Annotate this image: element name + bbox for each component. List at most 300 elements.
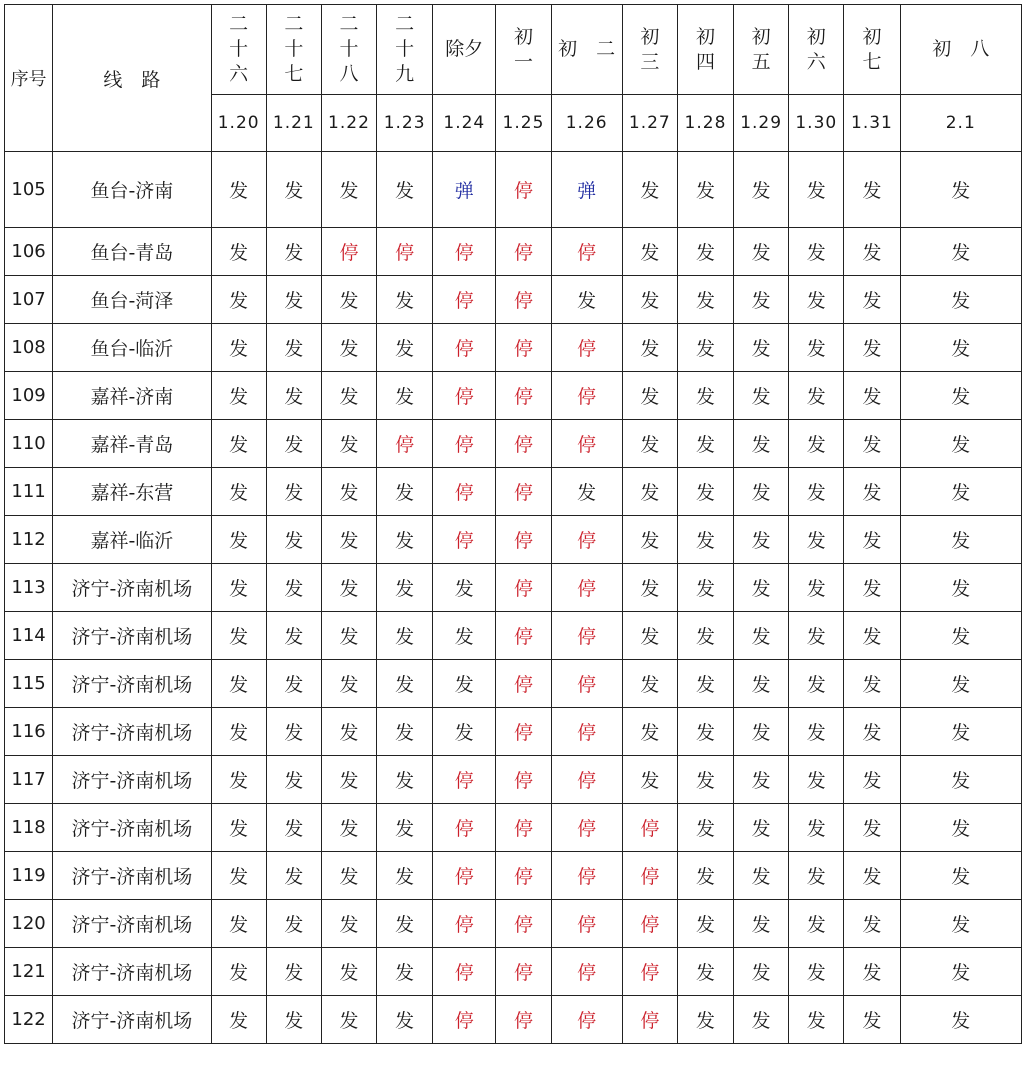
route-cell: 济宁-济南机场 bbox=[53, 660, 211, 708]
status-cell: 发 bbox=[321, 708, 376, 756]
lunar-day-char: 七 bbox=[284, 63, 304, 85]
lunar-day-char: 五 bbox=[751, 50, 771, 73]
status-cell: 发 bbox=[734, 516, 789, 564]
status-cell: 发 bbox=[377, 948, 433, 996]
status-cell: 停 bbox=[496, 660, 551, 708]
status-cell: 发 bbox=[211, 804, 266, 852]
status-cell: 发 bbox=[321, 756, 376, 804]
status-cell: 发 bbox=[377, 612, 433, 660]
status-cell: 发 bbox=[900, 804, 1021, 852]
status-cell: 停 bbox=[496, 996, 551, 1044]
status-cell: 发 bbox=[677, 996, 733, 1044]
status-cell: 发 bbox=[844, 756, 900, 804]
status-cell: 发 bbox=[321, 900, 376, 948]
header-row-lunar bbox=[5, 5, 1022, 95]
route-cell: 济宁-济南机场 bbox=[53, 756, 211, 804]
status-cell: 发 bbox=[844, 996, 900, 1044]
table-row bbox=[5, 420, 1022, 468]
status-cell: 发 bbox=[844, 804, 900, 852]
route-cell: 济宁-济南机场 bbox=[53, 996, 211, 1044]
status-cell: 发 bbox=[789, 900, 844, 948]
status-cell: 发 bbox=[789, 612, 844, 660]
status-cell: 发 bbox=[211, 516, 266, 564]
status-cell: 发 bbox=[734, 468, 789, 516]
status-cell: 发 bbox=[734, 804, 789, 852]
status-cell: 发 bbox=[734, 996, 789, 1044]
lunar-day-header bbox=[211, 5, 266, 95]
status-cell: 停 bbox=[496, 516, 551, 564]
status-cell: 发 bbox=[844, 152, 900, 228]
status-cell: 停 bbox=[551, 228, 622, 276]
date-header: 1.27 bbox=[622, 95, 677, 152]
status-cell: 发 bbox=[789, 420, 844, 468]
status-cell: 发 bbox=[734, 900, 789, 948]
status-cell: 发 bbox=[844, 372, 900, 420]
status-cell: 停 bbox=[433, 420, 496, 468]
status-cell: 发 bbox=[321, 996, 376, 1044]
status-cell: 发 bbox=[551, 468, 622, 516]
table-row bbox=[5, 948, 1022, 996]
lunar-day-char: 三 bbox=[640, 50, 660, 73]
status-cell: 发 bbox=[844, 468, 900, 516]
table-row bbox=[5, 612, 1022, 660]
status-cell: 停 bbox=[551, 852, 622, 900]
status-cell: 发 bbox=[377, 708, 433, 756]
seq-cell: 122 bbox=[5, 996, 53, 1044]
status-cell: 发 bbox=[622, 372, 677, 420]
status-cell: 发 bbox=[266, 372, 321, 420]
seq-cell: 106 bbox=[5, 228, 53, 276]
status-cell: 发 bbox=[266, 228, 321, 276]
status-cell: 发 bbox=[622, 152, 677, 228]
status-cell: 发 bbox=[844, 420, 900, 468]
status-cell: 发 bbox=[789, 804, 844, 852]
status-cell: 停 bbox=[551, 420, 622, 468]
seq-cell: 110 bbox=[5, 420, 53, 468]
status-cell: 发 bbox=[900, 152, 1021, 228]
status-cell: 发 bbox=[734, 372, 789, 420]
status-cell: 发 bbox=[266, 708, 321, 756]
lunar-day-header bbox=[433, 5, 496, 95]
status-cell: 停 bbox=[496, 852, 551, 900]
status-cell: 发 bbox=[211, 420, 266, 468]
status-cell: 发 bbox=[551, 276, 622, 324]
route-cell: 嘉祥-青岛 bbox=[53, 420, 211, 468]
seq-cell: 118 bbox=[5, 804, 53, 852]
date-header: 1.31 bbox=[844, 95, 900, 152]
table-row bbox=[5, 708, 1022, 756]
table-row bbox=[5, 852, 1022, 900]
status-cell: 停 bbox=[433, 276, 496, 324]
table-row bbox=[5, 516, 1022, 564]
status-cell: 发 bbox=[900, 468, 1021, 516]
status-cell: 发 bbox=[321, 852, 376, 900]
status-cell: 发 bbox=[377, 756, 433, 804]
status-cell: 发 bbox=[321, 516, 376, 564]
status-cell: 发 bbox=[789, 228, 844, 276]
table-row bbox=[5, 564, 1022, 612]
status-cell: 发 bbox=[266, 756, 321, 804]
status-cell: 停 bbox=[496, 900, 551, 948]
lunar-day-header bbox=[734, 5, 789, 95]
status-cell: 发 bbox=[900, 708, 1021, 756]
status-cell: 发 bbox=[900, 900, 1021, 948]
status-cell: 发 bbox=[211, 852, 266, 900]
seq-cell: 119 bbox=[5, 852, 53, 900]
status-cell: 发 bbox=[844, 324, 900, 372]
lunar-day-char: 初 八 bbox=[932, 38, 990, 60]
status-cell: 发 bbox=[677, 756, 733, 804]
lunar-day-char: 初 bbox=[862, 25, 882, 48]
lunar-day-char: 十 bbox=[284, 38, 304, 60]
status-cell: 发 bbox=[321, 612, 376, 660]
status-cell: 停 bbox=[496, 804, 551, 852]
status-cell: 发 bbox=[900, 996, 1021, 1044]
lunar-day-char: 一 bbox=[513, 50, 533, 73]
table-row bbox=[5, 152, 1022, 228]
status-cell: 停 bbox=[551, 612, 622, 660]
lunar-day-char: 十 bbox=[395, 38, 415, 60]
date-header: 1.30 bbox=[789, 95, 844, 152]
table-row bbox=[5, 996, 1022, 1044]
status-cell: 发 bbox=[734, 708, 789, 756]
status-cell: 发 bbox=[734, 612, 789, 660]
status-cell: 停 bbox=[551, 660, 622, 708]
status-cell: 发 bbox=[900, 516, 1021, 564]
lunar-day-header bbox=[551, 5, 622, 95]
status-cell: 发 bbox=[734, 852, 789, 900]
status-cell: 停 bbox=[622, 804, 677, 852]
status-cell: 发 bbox=[677, 612, 733, 660]
status-cell: 发 bbox=[266, 276, 321, 324]
status-cell: 发 bbox=[677, 708, 733, 756]
status-cell: 发 bbox=[734, 420, 789, 468]
seq-cell: 112 bbox=[5, 516, 53, 564]
lunar-day-char: 二 bbox=[284, 13, 304, 35]
status-cell: 发 bbox=[211, 152, 266, 228]
status-cell: 发 bbox=[266, 660, 321, 708]
status-cell: 发 bbox=[622, 420, 677, 468]
status-cell: 发 bbox=[900, 324, 1021, 372]
status-cell: 发 bbox=[266, 804, 321, 852]
status-cell: 发 bbox=[377, 564, 433, 612]
route-cell: 鱼台-青岛 bbox=[53, 228, 211, 276]
status-cell: 发 bbox=[433, 708, 496, 756]
status-cell: 停 bbox=[551, 900, 622, 948]
status-cell: 发 bbox=[433, 660, 496, 708]
status-cell: 发 bbox=[377, 372, 433, 420]
status-cell: 发 bbox=[266, 612, 321, 660]
status-cell: 停 bbox=[433, 228, 496, 276]
lunar-day-header bbox=[900, 5, 1021, 95]
date-header: 1.23 bbox=[377, 95, 433, 152]
route-cell: 济宁-济南机场 bbox=[53, 804, 211, 852]
seq-cell: 111 bbox=[5, 468, 53, 516]
status-cell: 发 bbox=[266, 152, 321, 228]
schedule-table bbox=[4, 4, 1022, 1044]
status-cell: 发 bbox=[900, 420, 1021, 468]
status-cell: 停 bbox=[496, 468, 551, 516]
status-cell: 发 bbox=[789, 948, 844, 996]
status-cell: 发 bbox=[622, 276, 677, 324]
status-cell: 发 bbox=[677, 804, 733, 852]
status-cell: 发 bbox=[321, 948, 376, 996]
status-cell: 发 bbox=[321, 152, 376, 228]
status-cell: 停 bbox=[551, 756, 622, 804]
status-cell: 停 bbox=[551, 804, 622, 852]
seq-cell: 108 bbox=[5, 324, 53, 372]
lunar-day-char: 七 bbox=[862, 50, 882, 73]
status-cell: 发 bbox=[377, 660, 433, 708]
seq-cell: 105 bbox=[5, 152, 53, 228]
route-cell: 济宁-济南机场 bbox=[53, 900, 211, 948]
status-cell: 发 bbox=[900, 756, 1021, 804]
seq-cell: 116 bbox=[5, 708, 53, 756]
status-cell: 停 bbox=[551, 324, 622, 372]
status-cell: 发 bbox=[789, 468, 844, 516]
lunar-day-char: 二 bbox=[339, 13, 359, 35]
lunar-day-char: 九 bbox=[395, 63, 415, 85]
status-cell: 发 bbox=[677, 420, 733, 468]
status-cell: 发 bbox=[211, 756, 266, 804]
status-cell: 发 bbox=[622, 756, 677, 804]
status-cell: 停 bbox=[496, 420, 551, 468]
status-cell: 发 bbox=[734, 660, 789, 708]
status-cell: 发 bbox=[900, 612, 1021, 660]
table-row bbox=[5, 324, 1022, 372]
status-cell: 发 bbox=[321, 372, 376, 420]
status-cell: 发 bbox=[789, 708, 844, 756]
lunar-day-header bbox=[321, 5, 376, 95]
status-cell: 停 bbox=[496, 612, 551, 660]
status-cell: 发 bbox=[266, 948, 321, 996]
status-cell: 发 bbox=[321, 660, 376, 708]
lunar-day-char: 十 bbox=[339, 38, 359, 60]
status-cell: 停 bbox=[496, 324, 551, 372]
route-cell: 嘉祥-临沂 bbox=[53, 516, 211, 564]
status-cell: 发 bbox=[622, 468, 677, 516]
status-cell: 发 bbox=[266, 996, 321, 1044]
status-cell: 停 bbox=[433, 804, 496, 852]
route-cell: 济宁-济南机场 bbox=[53, 564, 211, 612]
status-cell: 停 bbox=[377, 228, 433, 276]
status-cell: 发 bbox=[677, 948, 733, 996]
status-cell: 发 bbox=[677, 276, 733, 324]
route-cell: 嘉祥-济南 bbox=[53, 372, 211, 420]
status-cell: 发 bbox=[734, 152, 789, 228]
lunar-day-header bbox=[266, 5, 321, 95]
lunar-day-char: 四 bbox=[695, 50, 715, 73]
status-cell: 停 bbox=[433, 324, 496, 372]
status-cell: 发 bbox=[844, 276, 900, 324]
seq-cell: 109 bbox=[5, 372, 53, 420]
status-cell: 发 bbox=[734, 948, 789, 996]
lunar-day-char: 六 bbox=[229, 63, 249, 85]
status-cell: 发 bbox=[677, 564, 733, 612]
status-cell: 发 bbox=[677, 660, 733, 708]
status-cell: 发 bbox=[677, 468, 733, 516]
status-cell: 停 bbox=[551, 516, 622, 564]
status-cell: 发 bbox=[211, 372, 266, 420]
status-cell: 弹 bbox=[551, 152, 622, 228]
status-cell: 发 bbox=[321, 324, 376, 372]
route-cell: 鱼台-临沂 bbox=[53, 324, 211, 372]
status-cell: 发 bbox=[377, 468, 433, 516]
status-cell: 发 bbox=[266, 420, 321, 468]
status-cell: 发 bbox=[211, 324, 266, 372]
status-cell: 发 bbox=[211, 612, 266, 660]
status-cell: 停 bbox=[496, 228, 551, 276]
status-cell: 发 bbox=[266, 468, 321, 516]
status-cell: 发 bbox=[622, 564, 677, 612]
date-header: 1.29 bbox=[734, 95, 789, 152]
status-cell: 停 bbox=[433, 996, 496, 1044]
route-cell: 嘉祥-东营 bbox=[53, 468, 211, 516]
status-cell: 发 bbox=[377, 996, 433, 1044]
seq-cell: 117 bbox=[5, 756, 53, 804]
lunar-day-char: 二 bbox=[395, 13, 415, 35]
lunar-day-header bbox=[677, 5, 733, 95]
route-cell: 济宁-济南机场 bbox=[53, 708, 211, 756]
lunar-day-char: 初 bbox=[751, 25, 771, 48]
lunar-day-char: 初 bbox=[640, 25, 660, 48]
status-cell: 发 bbox=[211, 708, 266, 756]
lunar-day-char: 初 二 bbox=[558, 38, 616, 60]
status-cell: 发 bbox=[789, 324, 844, 372]
date-header: 1.25 bbox=[496, 95, 551, 152]
status-cell: 发 bbox=[321, 420, 376, 468]
status-cell: 发 bbox=[211, 996, 266, 1044]
status-cell: 发 bbox=[677, 372, 733, 420]
status-cell: 发 bbox=[900, 372, 1021, 420]
status-cell: 停 bbox=[377, 420, 433, 468]
status-cell: 停 bbox=[433, 516, 496, 564]
status-cell: 发 bbox=[844, 612, 900, 660]
status-cell: 发 bbox=[321, 468, 376, 516]
status-cell: 发 bbox=[433, 564, 496, 612]
status-cell: 发 bbox=[844, 900, 900, 948]
status-cell: 发 bbox=[900, 228, 1021, 276]
status-cell: 停 bbox=[551, 996, 622, 1044]
table-row bbox=[5, 756, 1022, 804]
status-cell: 发 bbox=[677, 852, 733, 900]
lunar-day-header bbox=[844, 5, 900, 95]
status-cell: 发 bbox=[377, 152, 433, 228]
status-cell: 停 bbox=[496, 152, 551, 228]
lunar-day-char: 八 bbox=[339, 63, 359, 85]
status-cell: 发 bbox=[622, 612, 677, 660]
status-cell: 停 bbox=[433, 948, 496, 996]
status-cell: 发 bbox=[900, 948, 1021, 996]
status-cell: 停 bbox=[496, 564, 551, 612]
table-row bbox=[5, 372, 1022, 420]
date-header: 1.21 bbox=[266, 95, 321, 152]
status-cell: 发 bbox=[266, 900, 321, 948]
table-row bbox=[5, 276, 1022, 324]
status-cell: 发 bbox=[377, 516, 433, 564]
status-cell: 停 bbox=[551, 372, 622, 420]
status-cell: 停 bbox=[321, 228, 376, 276]
date-header: 2.1 bbox=[900, 95, 1021, 152]
status-cell: 发 bbox=[321, 804, 376, 852]
lunar-day-char: 十 bbox=[229, 38, 249, 60]
lunar-day-header bbox=[377, 5, 433, 95]
status-cell: 停 bbox=[496, 276, 551, 324]
route-cell: 鱼台-济南 bbox=[53, 152, 211, 228]
date-header: 1.28 bbox=[677, 95, 733, 152]
status-cell: 停 bbox=[622, 996, 677, 1044]
status-cell: 发 bbox=[433, 612, 496, 660]
lunar-day-char: 除夕 bbox=[445, 38, 484, 60]
status-cell: 停 bbox=[433, 468, 496, 516]
status-cell: 停 bbox=[622, 948, 677, 996]
status-cell: 发 bbox=[377, 324, 433, 372]
status-cell: 发 bbox=[211, 564, 266, 612]
date-header: 1.20 bbox=[211, 95, 266, 152]
status-cell: 发 bbox=[789, 152, 844, 228]
status-cell: 发 bbox=[622, 708, 677, 756]
route-cell: 济宁-济南机场 bbox=[53, 948, 211, 996]
lunar-day-char: 二 bbox=[229, 13, 249, 35]
status-cell: 停 bbox=[496, 948, 551, 996]
status-cell: 发 bbox=[377, 276, 433, 324]
status-cell: 停 bbox=[551, 708, 622, 756]
route-header: 线 路 bbox=[53, 5, 211, 152]
lunar-day-char: 初 bbox=[513, 25, 533, 48]
date-header: 1.26 bbox=[551, 95, 622, 152]
status-cell: 发 bbox=[734, 564, 789, 612]
status-cell: 发 bbox=[844, 228, 900, 276]
status-cell: 发 bbox=[734, 324, 789, 372]
status-cell: 停 bbox=[433, 756, 496, 804]
status-cell: 发 bbox=[622, 660, 677, 708]
route-cell: 济宁-济南机场 bbox=[53, 852, 211, 900]
status-cell: 发 bbox=[789, 516, 844, 564]
route-cell: 鱼台-菏泽 bbox=[53, 276, 211, 324]
date-header: 1.24 bbox=[433, 95, 496, 152]
status-cell: 发 bbox=[900, 852, 1021, 900]
seq-cell: 107 bbox=[5, 276, 53, 324]
status-cell: 发 bbox=[789, 996, 844, 1044]
status-cell: 弹 bbox=[433, 152, 496, 228]
seq-cell: 121 bbox=[5, 948, 53, 996]
status-cell: 发 bbox=[789, 660, 844, 708]
status-cell: 发 bbox=[844, 948, 900, 996]
lunar-day-header bbox=[622, 5, 677, 95]
status-cell: 停 bbox=[433, 852, 496, 900]
status-cell: 发 bbox=[789, 372, 844, 420]
status-cell: 发 bbox=[900, 276, 1021, 324]
status-cell: 发 bbox=[789, 756, 844, 804]
status-cell: 发 bbox=[211, 468, 266, 516]
status-cell: 发 bbox=[677, 152, 733, 228]
table-row bbox=[5, 660, 1022, 708]
status-cell: 发 bbox=[844, 852, 900, 900]
status-cell: 发 bbox=[266, 564, 321, 612]
status-cell: 发 bbox=[900, 564, 1021, 612]
seq-cell: 115 bbox=[5, 660, 53, 708]
status-cell: 发 bbox=[734, 228, 789, 276]
table-row bbox=[5, 468, 1022, 516]
status-cell: 停 bbox=[551, 564, 622, 612]
seq-cell: 113 bbox=[5, 564, 53, 612]
status-cell: 发 bbox=[734, 756, 789, 804]
status-cell: 发 bbox=[211, 228, 266, 276]
status-cell: 发 bbox=[321, 564, 376, 612]
status-cell: 发 bbox=[844, 660, 900, 708]
seq-header: 序号 bbox=[5, 5, 53, 152]
status-cell: 发 bbox=[789, 276, 844, 324]
